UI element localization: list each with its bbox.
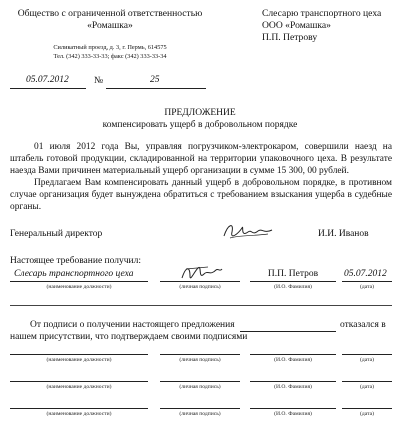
doc-number-label: № — [94, 76, 104, 86]
witness1-caption-fio: (И.О. Фамилия) — [274, 357, 312, 363]
recipient-line3: П.П. Петрову — [262, 32, 318, 43]
doc-number: 25 — [150, 75, 160, 85]
doc-date: 05.07.2012 — [26, 75, 69, 85]
employee-signature-image — [178, 260, 224, 286]
refusal-text-part2: отказался в — [340, 320, 386, 330]
recipient-block — [262, 8, 381, 44]
witness2-caption-signature: (личная подпись) — [179, 384, 221, 390]
caption-signature: (личная подпись) — [179, 284, 221, 290]
witness3-fio-line — [250, 408, 336, 409]
sender-phone: Тел. (342) 333-33-33; факс (342) 333-33-34 — [53, 52, 167, 60]
body-paragraph-1: 01 июля 2012 года Вы, управляя погрузчиком-электрокаром, совершили наезд на штабель готовой продукции, складированной на территории упаковочного цеха. В результате наезда Вами причинен материальный ущерб организации в сумме 15 300, 00 рублей. — [10, 142, 392, 176]
witness2-fio-line — [250, 381, 336, 382]
received-position-line — [10, 281, 148, 282]
refusal-name-line — [240, 331, 336, 332]
director-position: Генеральный директор — [10, 229, 103, 239]
received-label: Настоящее требование получил: — [10, 256, 141, 266]
recipient-line2: ООО «Ромашка» — [262, 20, 331, 31]
witness3-date-line — [342, 408, 392, 409]
received-name: П.П. Петров — [267, 269, 319, 279]
director-name: И.И. Иванов — [318, 229, 369, 239]
witness2-date-line — [342, 381, 392, 382]
witness2-signature-line — [160, 381, 240, 382]
caption-fio: (И.О. Фамилия) — [274, 284, 312, 290]
witness1-caption-date: (дата) — [360, 357, 374, 363]
received-signature-line — [160, 281, 240, 282]
section-divider — [10, 305, 392, 306]
witness1-position-line — [10, 354, 148, 355]
received-position: Слесарь транспортного цеха — [14, 269, 134, 279]
received-name-line — [250, 281, 336, 282]
witness1-date-line — [342, 354, 392, 355]
witness1-fio-line — [250, 354, 336, 355]
refusal-text-line2: нашем присутствии, что подтверждаем своими подписями — [10, 332, 248, 342]
witness1-signature-line — [160, 354, 240, 355]
doc-title-line2: компенсировать ущерб в добровольном порядке — [102, 119, 298, 130]
witness2-caption-fio: (И.О. Фамилия) — [274, 384, 312, 390]
doc-title-line1: ПРЕДЛОЖЕНИЕ — [164, 108, 236, 118]
caption-date: (дата) — [360, 284, 374, 290]
sender-org — [10, 8, 210, 32]
sender-org-line1: Общество с ограниченной ответственностью — [17, 8, 203, 19]
refusal-text-part1: От подписи о получении настоящего предложения — [30, 320, 235, 330]
witness3-position-line — [10, 408, 148, 409]
caption-position: (наименование должности) — [46, 284, 112, 290]
witness3-caption-position: (наименование должности) — [46, 411, 112, 417]
director-signature-image — [218, 218, 278, 244]
sender-address: Силикатный проезд, д. 3, г. Пермь, 614575 — [53, 44, 167, 51]
doc-title — [0, 108, 400, 131]
witness1-caption-position: (наименование должности) — [46, 357, 112, 363]
witness3-signature-line — [160, 408, 240, 409]
sender-contacts — [10, 44, 210, 61]
witness1-caption-signature: (личная подпись) — [179, 357, 221, 363]
doc-body — [10, 141, 392, 213]
doc-number-line — [106, 88, 206, 89]
received-date: 05.07.2012 — [344, 269, 387, 279]
witness3-caption-fio: (И.О. Фамилия) — [274, 411, 312, 417]
witness2-position-line — [10, 381, 148, 382]
witness2-caption-position: (наименование должности) — [46, 384, 112, 390]
sender-org-line2: «Ромашка» — [87, 20, 133, 31]
received-date-line — [342, 281, 392, 282]
witness3-caption-signature: (личная подпись) — [179, 411, 221, 417]
witness3-caption-date: (дата) — [360, 411, 374, 417]
recipient-line1: Слесарю транспортного цеха — [262, 8, 382, 19]
body-paragraph-2: Предлагаем Вам компенсировать данный ущерб в добровольном порядке, в противном случае организация будет вынуждена обратиться с требованием взыскания ущерба в судебные органы. — [10, 178, 392, 212]
doc-date-line — [10, 88, 86, 89]
witness2-caption-date: (дата) — [360, 384, 374, 390]
